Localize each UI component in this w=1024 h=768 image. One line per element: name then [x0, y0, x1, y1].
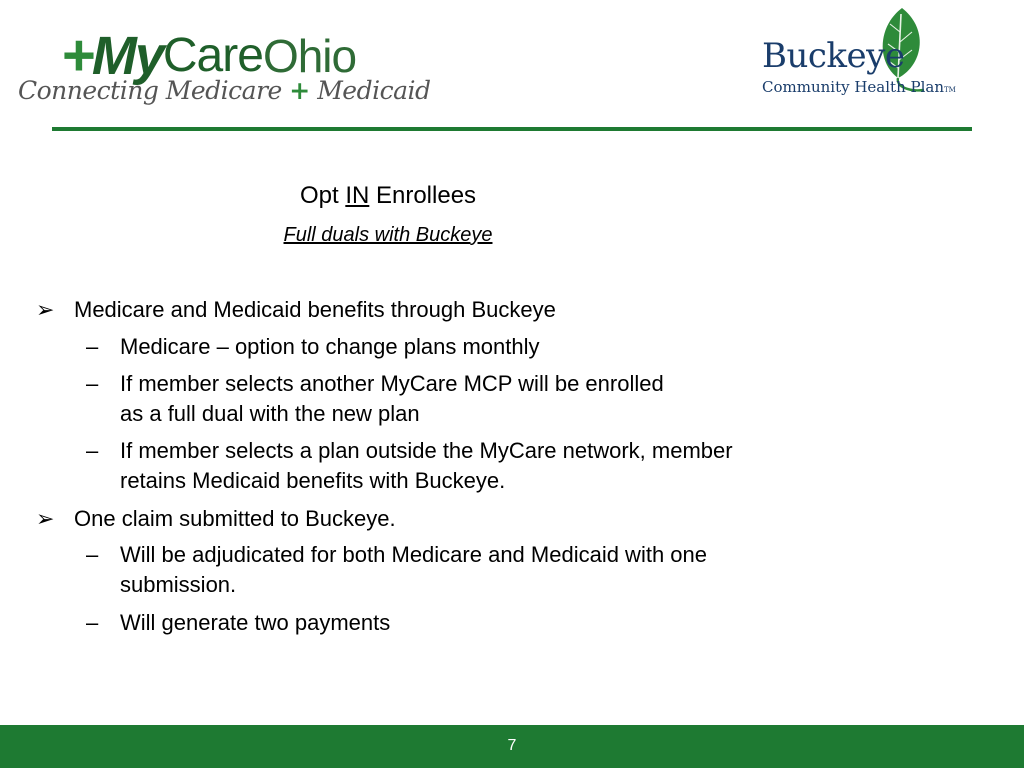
buckeye-name: Buckeye — [762, 36, 905, 76]
slide-subtitle: Full duals with Buckeye — [283, 224, 493, 246]
tagline-medicare: Connecting Medicare — [18, 76, 282, 105]
arrow-bullet-icon: ➢ — [36, 297, 55, 322]
tagline-medicaid: Medicaid — [317, 76, 431, 105]
dash-bullet-icon: – — [86, 542, 99, 567]
sub-bullet-text: Medicare – option to change plans monthly — [120, 334, 540, 359]
page-number: 7 — [507, 737, 517, 754]
bullet-text: One claim submitted to Buckeye. — [74, 506, 396, 531]
title-emphasis: IN — [345, 182, 370, 209]
sub-bullet-text: Will be adjudicated for both Medicare and Medicaid with one submission. — [120, 542, 707, 597]
dash-bullet-icon: – — [86, 438, 99, 463]
sub-bullet-text: If member selects a plan outside the MyCare network, member retains Medicaid benefits with Buckeye. — [120, 438, 733, 493]
buckeye-subtitle-text: Community Health Plan — [762, 78, 944, 96]
dash-bullet-icon: – — [86, 610, 99, 635]
tagline-plus-icon: + — [289, 76, 310, 105]
arrow-bullet-icon: ➢ — [36, 506, 55, 531]
dash-bullet-icon: – — [86, 334, 99, 359]
title-suffix: Enrollees — [369, 182, 477, 209]
title-prefix: Opt — [299, 182, 346, 209]
logo-my: My — [91, 26, 163, 86]
sub-bullet-text: Will generate two payments — [120, 610, 391, 635]
logo-ohio: Ohio — [262, 30, 357, 82]
plus-icon: + — [62, 23, 96, 88]
trademark-mark: TM — [944, 86, 956, 94]
dash-bullet-icon: – — [86, 371, 99, 396]
footer-bar — [0, 725, 1024, 768]
logo-care: Care — [162, 29, 263, 82]
bullet-text: Medicare and Medicaid benefits through Buckeye — [74, 297, 556, 322]
sub-bullet-text: If member selects another MyCare MCP will be enrolled as a full dual with the new plan — [120, 371, 664, 426]
